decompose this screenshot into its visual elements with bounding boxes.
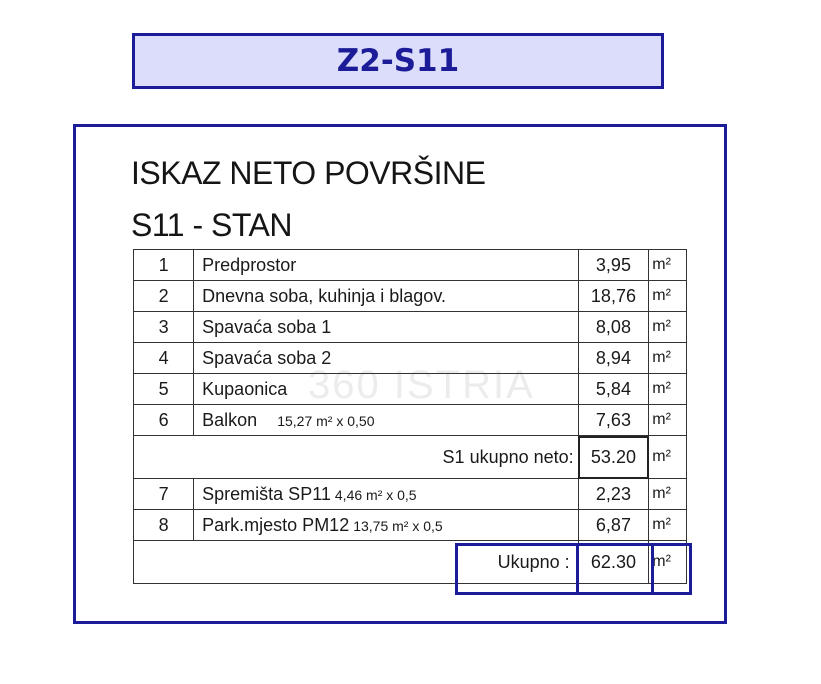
table-row (134, 479, 687, 510)
total-label: Ukupno : (134, 541, 579, 584)
room-name: Spavaća soba 1 (194, 312, 579, 343)
subtotal-value: 53.20 (578, 436, 649, 479)
area-unit: m² (649, 343, 687, 374)
area-unit: m² (649, 312, 687, 343)
total-row (134, 541, 687, 584)
table-row (134, 281, 687, 312)
row-number: 4 (134, 343, 194, 374)
area-unit: m² (649, 479, 687, 510)
subtotal-label: S1 ukupno neto: (134, 436, 579, 479)
area-value: 18,76 (578, 281, 649, 312)
area-value: 7,63 (578, 405, 649, 436)
total-value: 62.30 (578, 541, 649, 584)
row-number: 1 (134, 250, 194, 281)
plan-title (132, 33, 664, 89)
row-number: 7 (134, 479, 194, 510)
area-value: 6,87 (578, 510, 649, 541)
room-name: Dnevna soba, kuhinja i blagov. (194, 281, 579, 312)
room-name: Spavaća soba 2 (194, 343, 579, 374)
table-row (134, 312, 687, 343)
table-row (134, 510, 687, 541)
watermark-text: 360 ISTRIA (308, 363, 535, 407)
unit-heading: S11 - STAN (131, 207, 292, 243)
area-formula: 4,46 m² x 0,5 (334, 486, 417, 503)
row-number: 2 (134, 281, 194, 312)
subtotal-row (134, 436, 687, 479)
area-unit: m² (649, 405, 687, 436)
area-table (133, 249, 687, 584)
area-value: 8,08 (578, 312, 649, 343)
area-unit: m² (649, 250, 687, 281)
room-name: Park.mjesto PM12 13,75 m² x 0,5 (194, 510, 579, 541)
area-value: 8,94 (578, 343, 649, 374)
area-formula: 15,27 m² x 0,50 (277, 412, 375, 429)
area-unit: m² (649, 541, 687, 584)
area-unit: m² (649, 436, 687, 479)
room-name: Spremišta SP11 4,46 m² x 0,5 (194, 479, 579, 510)
plan-title-label: Z2-S11 (336, 43, 460, 79)
room-name: Kupaonica (194, 374, 579, 405)
row-number: 3 (134, 312, 194, 343)
table-row (134, 405, 687, 436)
page-heading: ISKAZ NETO POVRŠINE (131, 155, 486, 191)
table-row (134, 374, 687, 405)
table-row (134, 250, 687, 281)
area-unit: m² (649, 281, 687, 312)
area-value: 5,84 (578, 374, 649, 405)
table-row (134, 343, 687, 374)
area-formula: 13,75 m² x 0,5 (353, 517, 443, 534)
area-unit: m² (649, 510, 687, 541)
room-name: Predprostor (194, 250, 579, 281)
row-number: 6 (134, 405, 194, 436)
row-number: 8 (134, 510, 194, 541)
area-value: 2,23 (578, 479, 649, 510)
area-value: 3,95 (578, 250, 649, 281)
room-name: Balkon 15,27 m² x 0,50 (194, 405, 579, 436)
area-unit: m² (649, 374, 687, 405)
row-number: 5 (134, 374, 194, 405)
